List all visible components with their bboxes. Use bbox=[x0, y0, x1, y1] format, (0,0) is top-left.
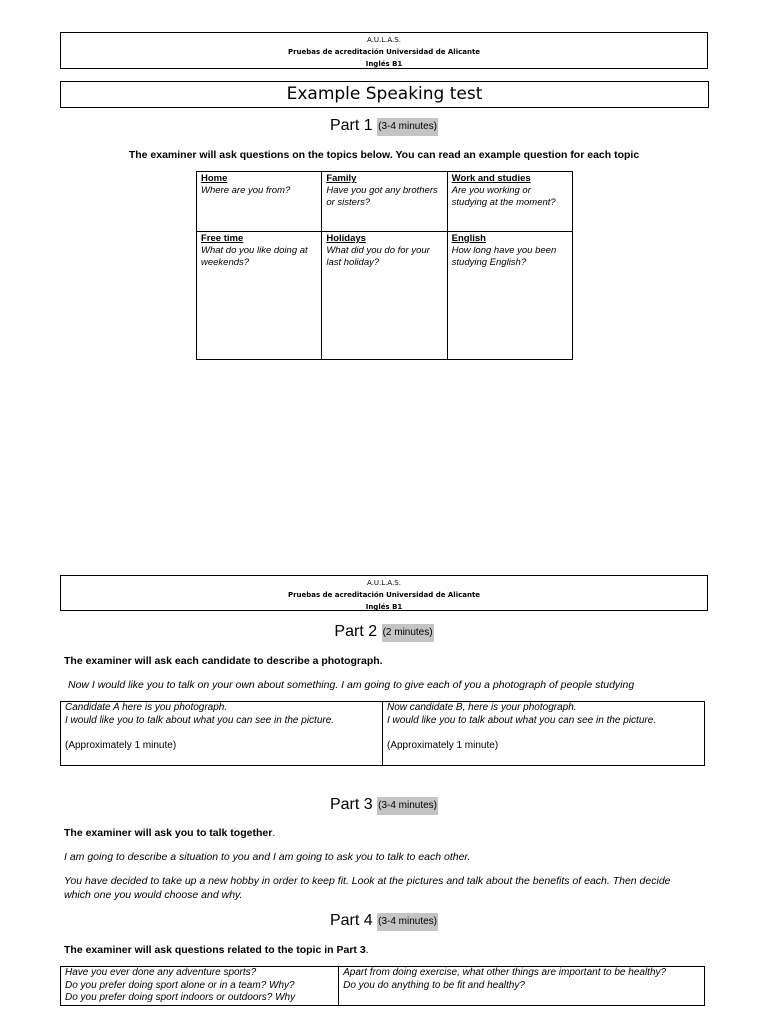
part3-instruction-end: . bbox=[272, 827, 276, 839]
part4-right-question: Apart from doing exercise, what other things are important to be healthy? bbox=[343, 967, 667, 978]
topic-question: How long have you been studying English? bbox=[451, 245, 557, 268]
part2-heading-label: Part 2 bbox=[334, 623, 378, 640]
part3-heading bbox=[0, 795, 768, 816]
page-title: Example Speaking test bbox=[60, 81, 709, 108]
part4-left-cell bbox=[61, 967, 339, 1006]
header-level: Inglés B1 bbox=[365, 60, 403, 68]
topic-name: Home bbox=[201, 173, 228, 184]
part2-duration: (2 minutes) bbox=[382, 624, 434, 642]
candidate-a-line1: Candidate A here is you photograph. bbox=[65, 702, 228, 713]
topic-question: Where are you from? bbox=[201, 185, 291, 196]
header-org: A.U.L.A.S. bbox=[367, 579, 401, 587]
candidates-table bbox=[60, 701, 705, 766]
topic-cell bbox=[322, 232, 447, 360]
candidate-a-line2: I would like you to talk about what you can see in the picture. bbox=[65, 714, 335, 726]
part4-instruction: The examiner will ask questions related to the topic in Part 3 bbox=[64, 944, 366, 956]
candidate-a-time: (Approximately 1 minute) bbox=[65, 740, 177, 751]
part4-right-cell bbox=[339, 967, 705, 1006]
topic-name: Free time bbox=[201, 233, 244, 244]
part3-duration: (3-4 minutes) bbox=[377, 797, 438, 815]
topic-cell bbox=[447, 232, 572, 360]
header-box-page2 bbox=[60, 575, 708, 611]
part4-heading-label: Part 4 bbox=[329, 912, 373, 929]
part3-instruction-line bbox=[64, 826, 728, 840]
part4-left-question: Do you prefer doing sport indoors or outdoors? Why bbox=[65, 992, 296, 1003]
topic-question: Have you got any brothers or sisters? bbox=[326, 185, 438, 208]
part2-intro: Now I would like you to talk on your own about something. I am going to give each of you a photograph of people studying bbox=[68, 679, 635, 691]
topic-cell bbox=[197, 172, 322, 232]
candidate-b-time: (Approximately 1 minute) bbox=[387, 740, 499, 751]
header-subtitle: Pruebas de acreditación Universidad de Alicante bbox=[287, 591, 481, 599]
part2-heading bbox=[0, 622, 768, 643]
part1-heading-label: Part 1 bbox=[329, 117, 373, 134]
part3-intro: I am going to describe a situation to you and I am going to ask you to talk to each other. bbox=[64, 851, 471, 863]
candidate-b-line2: I would like you to talk about what you can see in the picture. bbox=[387, 714, 657, 726]
topic-cell bbox=[447, 172, 572, 232]
part4-left-question: Do you prefer doing sport alone or in a team? Why? bbox=[65, 979, 295, 991]
part3-heading-label: Part 3 bbox=[329, 796, 373, 813]
part1-instruction: The examiner will ask questions on the topics below. You can read an example question for each topic bbox=[128, 149, 640, 161]
topic-question: What did you do for your last holiday? bbox=[326, 245, 430, 268]
topic-name: English bbox=[451, 233, 486, 244]
header-subtitle: Pruebas de acreditación Universidad de Alicante bbox=[287, 48, 481, 56]
part1-duration: (3-4 minutes) bbox=[377, 118, 438, 136]
candidate-a-cell bbox=[61, 702, 383, 766]
topics-table bbox=[196, 171, 573, 360]
part2-instruction: The examiner will ask each candidate to describe a photograph. bbox=[64, 655, 383, 667]
header-box bbox=[60, 32, 708, 69]
header-level: Inglés B1 bbox=[365, 603, 403, 611]
part4-duration: (3-4 minutes) bbox=[377, 913, 438, 931]
part4-instruction-end: . bbox=[365, 944, 369, 956]
part3-instruction: The examiner will ask you to talk together bbox=[64, 827, 273, 839]
part3-task-line2: which one you would choose and why. bbox=[64, 889, 243, 901]
header-org: A.U.L.A.S. bbox=[367, 36, 401, 44]
topic-question: Are you working or studying at the moment? bbox=[451, 185, 556, 208]
part4-questions-table bbox=[60, 966, 705, 1006]
part4-instruction-line bbox=[64, 943, 728, 957]
topic-name: Holidays bbox=[326, 233, 366, 244]
topic-cell bbox=[197, 232, 322, 360]
topic-name: Family bbox=[326, 173, 357, 184]
part1-heading bbox=[0, 116, 768, 137]
part3-task-line1: You have decided to take up a new hobby in order to keep fit. Look at the pictures and talk about the benefits of each. Then decide bbox=[64, 875, 671, 887]
topic-cell bbox=[322, 172, 447, 232]
candidate-b-cell bbox=[383, 702, 705, 766]
part4-heading bbox=[0, 911, 768, 932]
candidate-b-line1: Now candidate B, here is your photograph. bbox=[387, 702, 577, 713]
part4-left-question: Have you ever done any adventure sports? bbox=[65, 967, 257, 978]
part4-right-question: Do you do anything to be fit and healthy? bbox=[343, 979, 525, 991]
topic-name: Work and studies bbox=[451, 173, 531, 184]
topic-question: What do you like doing at weekends? bbox=[201, 245, 308, 268]
